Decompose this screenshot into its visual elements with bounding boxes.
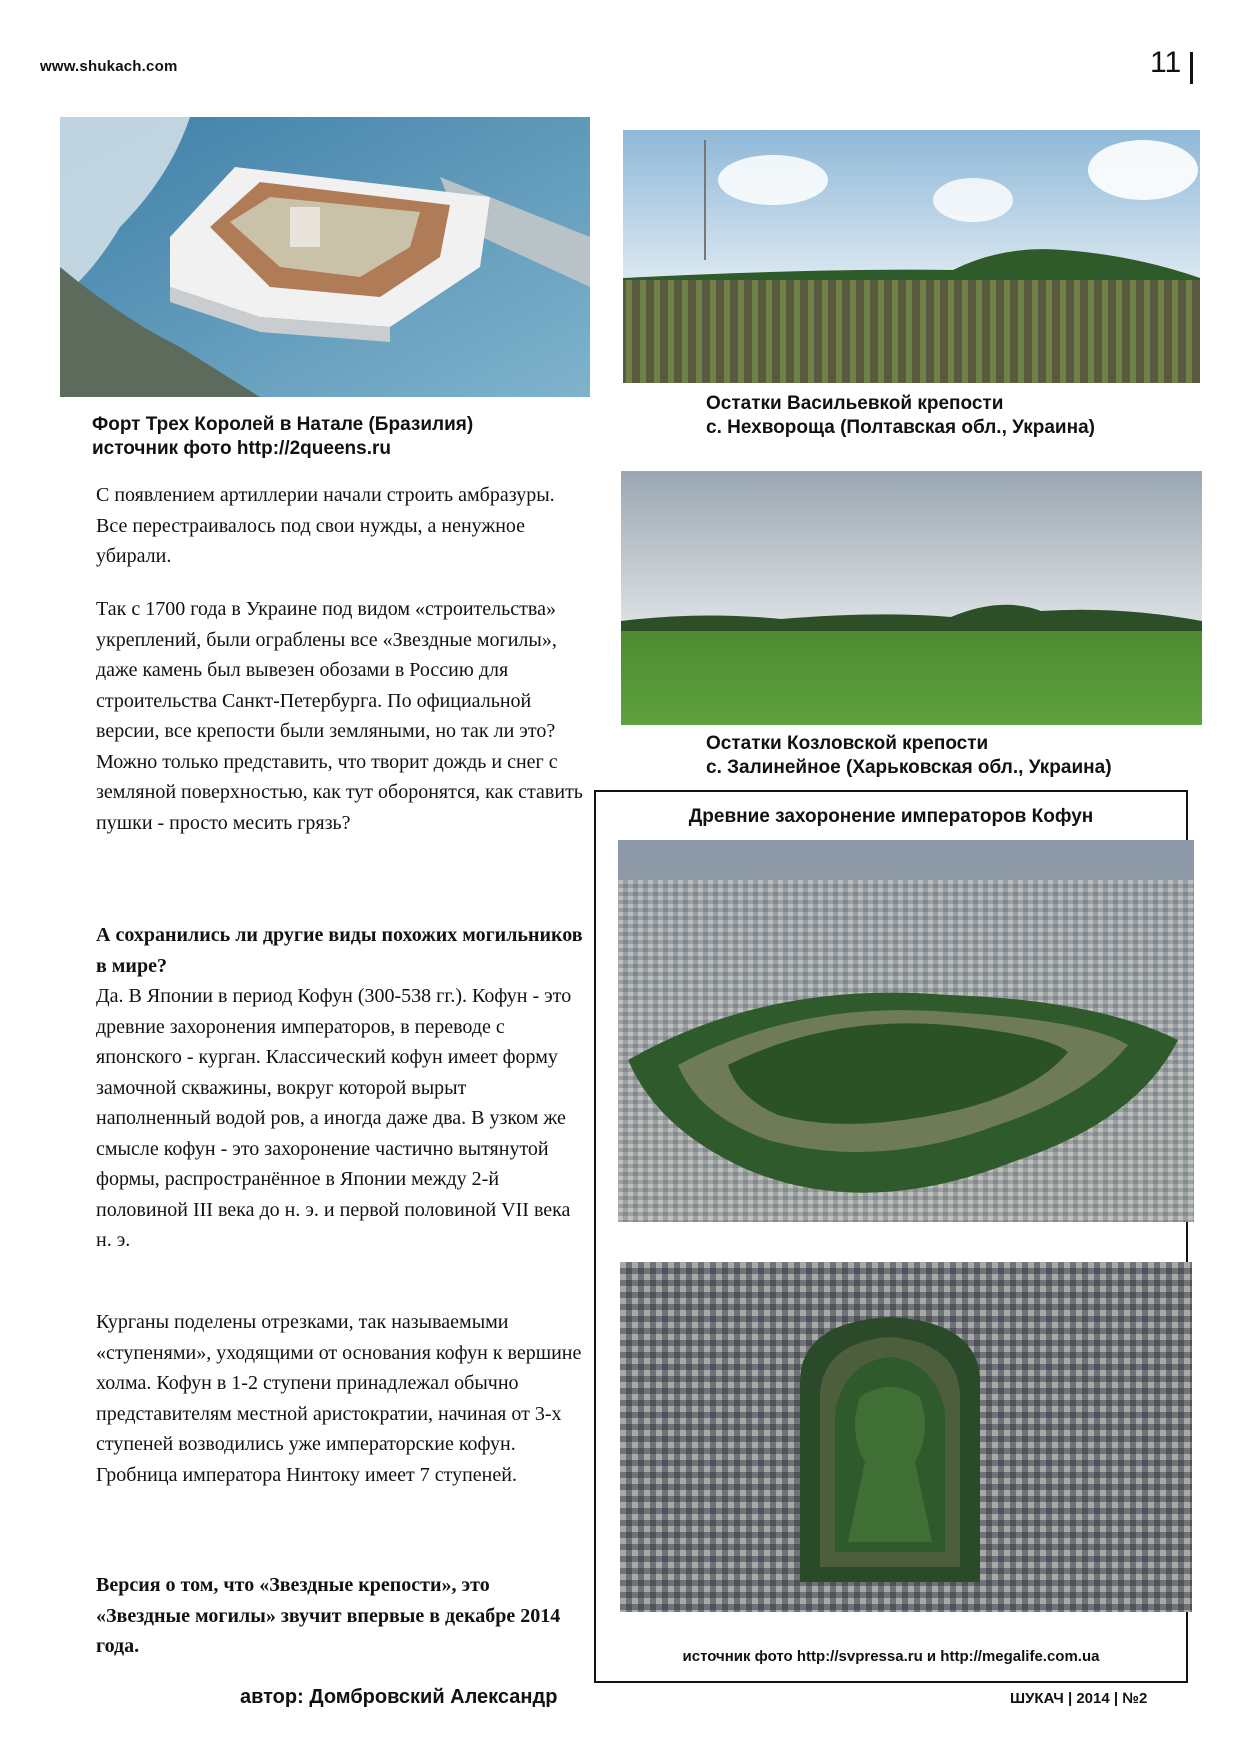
article-paragraph-2: Так с 1700 года в Украине под видом «строительства» укреплений, были ограблены все «Звездные могилы», даже камень был вывезен обозами в Россию для строительства Санкт-Петербурга. По официальной версии, все крепости были земляными, но так ли это? Можно только представить, что творит дождь и снег с земляной поверхностью, как тут оборонятся, как ставить пушки - просто месить грязь? [96,598,583,834]
article-paragraph-1: С появлением артиллерии начали строить амбразуры. Все перестраивалось под свои нужды, а ненужное убирали. [96,484,555,567]
site-url: www.shukach.com [40,58,178,75]
fort-caption-line2: источник фото http://2queens.ru [92,438,391,459]
fort-caption [92,413,473,461]
article-conclusion: Версия о том, что «Звездные крепости», это «Звездные могилы» звучит впервые в декабре 2014 года. [96,1574,561,1657]
kozlovka-fortress-photo [621,471,1202,725]
vasylivka-fortress-photo [623,130,1200,383]
kozlovka-caption-line2: с. Залинейное (Харьковская обл., Украина) [706,757,1112,778]
kozlovka-caption-line1: Остатки Козловской крепости [706,733,989,754]
vasylivka-caption [706,392,1095,440]
kozlovka-caption [706,732,1112,780]
kofun-aerial-photo [618,840,1194,1222]
page-number-bar [1190,52,1193,84]
vasylivka-caption-line2: с. Нехвороща (Полтавская обл., Украина) [706,417,1095,438]
fort-photo [60,117,590,397]
magazine-footer: ШУКАЧ | 2014 | №2 [1010,1690,1148,1707]
article-paragraph-4: Курганы поделены отрезками, так называемыми «ступенями», уходящими от основания кофун к вершине холма. Кофун в 1-2 ступени принадлежал обычно представителям местной аристократии, начиная от 3-х ступеней возводились уже императорские кофун. Гробница императора Нинтоку имеет 7 ступеней. [96,1311,582,1486]
page-number: 11 [1150,46,1182,79]
article-paragraph-3: Да. В Японии в период Кофун (300-538 гг.). Кофун - это древние захоронения императоров, в переводе с японского - курган. Классический кофун имеет форму замочной скважины, вокруг которой вырыт наполненный водой ров, а иногда даже два. В узком же смысле кофун - это захоронение частично вытянутой формы, распространённое в Японии между 2-й половиной III века до н. э. и первой половиной VII века н. э. [96,985,572,1251]
article-author: автор: Домбровский Александр [240,1686,558,1708]
vasylivka-caption-line1: Остатки Васильевкой крепости [706,393,1004,414]
fort-caption-line1: Форт Трех Королей в Натале (Бразилия) [92,414,474,435]
kofun-satellite-photo [620,1262,1192,1612]
article-question-heading: А сохранились ли другие виды похожих могильников в мире? [96,924,583,977]
kofun-title: Древние захоронение императоров Кофун [688,806,1094,827]
kofun-photo-source: источник фото http://svpressa.ru и http://megalife.com.ua [682,1648,1100,1665]
